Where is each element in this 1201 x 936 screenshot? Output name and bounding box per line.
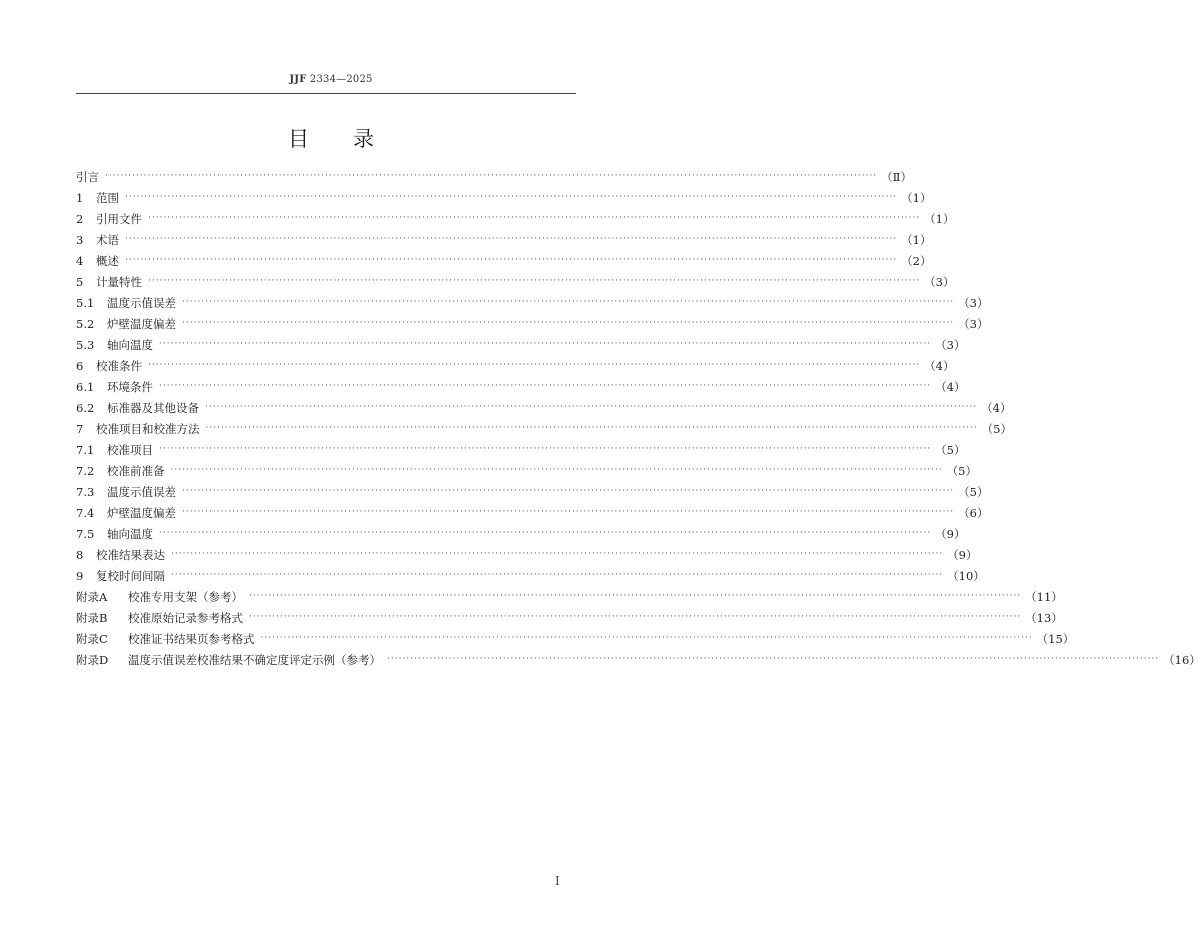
toc-entry-page: （4） bbox=[981, 400, 1012, 415]
toc-entry[interactable] bbox=[76, 607, 1063, 628]
toc-entry-page: （1） bbox=[901, 190, 932, 205]
toc-entry-number: 7.3 bbox=[76, 484, 95, 499]
toc-entry-label: 轴向温度 bbox=[107, 337, 153, 352]
toc-entry-label: 校准原始记录参考格式 bbox=[128, 610, 243, 625]
toc-entry-number: 5.2 bbox=[76, 316, 95, 331]
toc-entry-label: 引言 bbox=[76, 169, 99, 184]
standard-number: 2334—2025 bbox=[309, 74, 373, 85]
toc-leader-dots: ········································································································································································································ bbox=[170, 465, 943, 475]
toc-entry-label: 轴向温度 bbox=[107, 526, 153, 541]
toc-entry-label: 炉壁温度偏差 bbox=[107, 505, 176, 520]
toc-entry-number: 6 bbox=[76, 358, 84, 373]
toc-entry-label: 温度示值误差 bbox=[107, 295, 176, 310]
toc-entry-label: 环境条件 bbox=[107, 379, 153, 394]
toc-entry-page: （4） bbox=[935, 379, 966, 394]
toc-entry-page: （2） bbox=[901, 253, 932, 268]
toc-entry-number: 5 bbox=[76, 274, 84, 289]
toc-entry-number: 2 bbox=[76, 211, 84, 226]
toc-leader-dots: ········································································································································································································ bbox=[171, 549, 944, 559]
toc-entry[interactable] bbox=[76, 313, 989, 334]
toc-entry[interactable] bbox=[76, 271, 955, 292]
toc-entry-number: 7.2 bbox=[76, 463, 95, 478]
toc-entry-label: 复校时间间隔 bbox=[96, 568, 165, 583]
toc-entry-page: （3） bbox=[935, 337, 966, 352]
toc-entry[interactable] bbox=[76, 292, 989, 313]
toc-entry-label: 校准条件 bbox=[96, 358, 142, 373]
toc-entry-page: （16） bbox=[1163, 652, 1201, 667]
toc-leader-dots: ········································································································································································································ bbox=[125, 192, 898, 202]
toc-entry[interactable] bbox=[76, 334, 966, 355]
toc-entry-page: （9） bbox=[935, 526, 966, 541]
toc-entry-page: （3） bbox=[958, 316, 989, 331]
toc-entry-page: （1） bbox=[901, 232, 932, 247]
toc-entry-label: 校准项目 bbox=[107, 442, 153, 457]
toc-entry[interactable] bbox=[76, 649, 1201, 670]
toc-entry-page: （11） bbox=[1025, 589, 1063, 604]
toc-entry[interactable] bbox=[76, 523, 966, 544]
toc-entry-number: 7.1 bbox=[76, 442, 95, 457]
toc-entry-page: （10） bbox=[947, 568, 985, 583]
toc-entry-number: 7.5 bbox=[76, 526, 95, 541]
toc-entry-label: 计量特性 bbox=[96, 274, 142, 289]
toc-leader-dots: ········································································································································································································ bbox=[249, 591, 1022, 601]
toc-entry-number: 5.3 bbox=[76, 337, 95, 352]
standard-code: JJF bbox=[289, 74, 307, 85]
toc-entry[interactable] bbox=[76, 166, 912, 187]
toc-leader-dots: ········································································································································································································ bbox=[159, 339, 932, 349]
toc-leader-dots: ········································································································································································································ bbox=[249, 612, 1022, 622]
toc-leader-dots: ········································································································································································································ bbox=[148, 213, 921, 223]
toc-leader-dots: ········································································································································································································ bbox=[387, 654, 1160, 664]
toc-entry-page: （5） bbox=[946, 463, 977, 478]
toc-leader-dots: ········································································································································································································ bbox=[260, 633, 1033, 643]
toc-entry-label: 炉壁温度偏差 bbox=[107, 316, 176, 331]
toc-entry-page: （13） bbox=[1025, 610, 1063, 625]
toc-leader-dots: ········································································································································································································ bbox=[125, 255, 898, 265]
toc-leader-dots: ········································································································································································································ bbox=[125, 234, 898, 244]
toc-entry[interactable] bbox=[76, 628, 1075, 649]
toc-leader-dots: ········································································································································································································ bbox=[105, 171, 878, 181]
toc-entry-page: （3） bbox=[958, 295, 989, 310]
toc-entry[interactable] bbox=[76, 376, 966, 397]
toc-entry-number: 7.4 bbox=[76, 505, 95, 520]
toc-entry-label: 校准前准备 bbox=[107, 463, 165, 478]
toc-leader-dots: ········································································································································································································ bbox=[159, 528, 932, 538]
toc-entry-number: 8 bbox=[76, 547, 84, 562]
toc-entry-number: 1 bbox=[76, 190, 84, 205]
toc-entry[interactable] bbox=[76, 586, 1063, 607]
toc-entry-label: 标准器及其他设备 bbox=[107, 400, 199, 415]
toc-entry[interactable] bbox=[76, 355, 955, 376]
toc-entry[interactable] bbox=[76, 187, 932, 208]
toc-entry-number: 7 bbox=[76, 421, 84, 436]
toc-entry-page: （3） bbox=[924, 274, 955, 289]
toc-entry-number: 附录B bbox=[76, 610, 108, 625]
toc-leader-dots: ········································································································································································································ bbox=[159, 381, 932, 391]
toc-entry-number: 5.1 bbox=[76, 295, 95, 310]
toc-entry[interactable] bbox=[76, 439, 966, 460]
toc-entry-page: （Ⅱ） bbox=[881, 169, 912, 184]
toc-entry-page: （4） bbox=[924, 358, 955, 373]
toc-entry-label: 温度示值误差校准结果不确定度评定示例（参考） bbox=[128, 652, 381, 667]
toc-leader-dots: ········································································································································································································ bbox=[205, 402, 978, 412]
toc-leader-dots: ········································································································································································································ bbox=[159, 444, 932, 454]
toc-entry-label: 校准项目和校准方法 bbox=[96, 421, 200, 436]
toc-entry[interactable] bbox=[76, 502, 989, 523]
toc-entry-page: （15） bbox=[1036, 631, 1075, 646]
page-title: 目录 bbox=[288, 127, 418, 151]
toc-leader-dots: ········································································································································································································ bbox=[148, 360, 921, 370]
toc-entry-label: 校准结果表达 bbox=[96, 547, 165, 562]
toc-entry[interactable] bbox=[76, 565, 985, 586]
toc-entry-page: （5） bbox=[981, 421, 1012, 436]
toc-entry-label: 引用文件 bbox=[96, 211, 142, 226]
toc-entry-label: 范围 bbox=[96, 190, 119, 205]
toc-entry-number: 6.2 bbox=[76, 400, 95, 415]
toc-leader-dots: ········································································································································································································ bbox=[148, 276, 921, 286]
toc-entry-number: 附录C bbox=[76, 631, 108, 646]
toc-entry-number: 9 bbox=[76, 568, 84, 583]
page-number: I bbox=[555, 874, 560, 888]
toc-entry[interactable] bbox=[76, 397, 1012, 418]
toc-entry-number: 附录D bbox=[76, 652, 109, 667]
toc-entry-page: （6） bbox=[958, 505, 989, 520]
header-rule bbox=[76, 93, 576, 94]
toc-entry-page: （9） bbox=[947, 547, 978, 562]
toc-entry[interactable] bbox=[76, 208, 955, 229]
toc-leader-dots: ········································································································································································································ bbox=[182, 297, 955, 307]
toc-entry[interactable] bbox=[76, 481, 989, 502]
toc-entry-page: （5） bbox=[958, 484, 989, 499]
toc-entry-page: （5） bbox=[935, 442, 966, 457]
toc-entry[interactable] bbox=[76, 250, 932, 271]
toc-entry-number: 3 bbox=[76, 232, 84, 247]
toc-entry-label: 温度示值误差 bbox=[107, 484, 176, 499]
toc-leader-dots: ········································································································································································································ bbox=[182, 486, 955, 496]
toc-entry-label: 概述 bbox=[96, 253, 119, 268]
toc-entry-label: 校准专用支架（参考） bbox=[128, 589, 243, 604]
toc-entry-label: 术语 bbox=[96, 232, 119, 247]
toc-entry-number: 6.1 bbox=[76, 379, 95, 394]
toc-leader-dots: ········································································································································································································ bbox=[182, 507, 955, 517]
toc-leader-dots: ········································································································································································································ bbox=[205, 423, 978, 433]
toc-leader-dots: ········································································································································································································ bbox=[182, 318, 955, 328]
table-of-contents bbox=[76, 166, 1201, 670]
toc-entry-number: 附录A bbox=[76, 589, 108, 604]
running-header bbox=[0, 74, 662, 85]
toc-entry-label: 校准证书结果页参考格式 bbox=[128, 631, 255, 646]
toc-leader-dots: ········································································································································································································ bbox=[171, 570, 944, 580]
toc-entry[interactable] bbox=[76, 418, 1012, 439]
toc-entry[interactable] bbox=[76, 229, 932, 250]
toc-entry[interactable] bbox=[76, 544, 978, 565]
toc-entry-page: （1） bbox=[924, 211, 955, 226]
toc-entry[interactable] bbox=[76, 460, 977, 481]
toc-entry-number: 4 bbox=[76, 253, 84, 268]
